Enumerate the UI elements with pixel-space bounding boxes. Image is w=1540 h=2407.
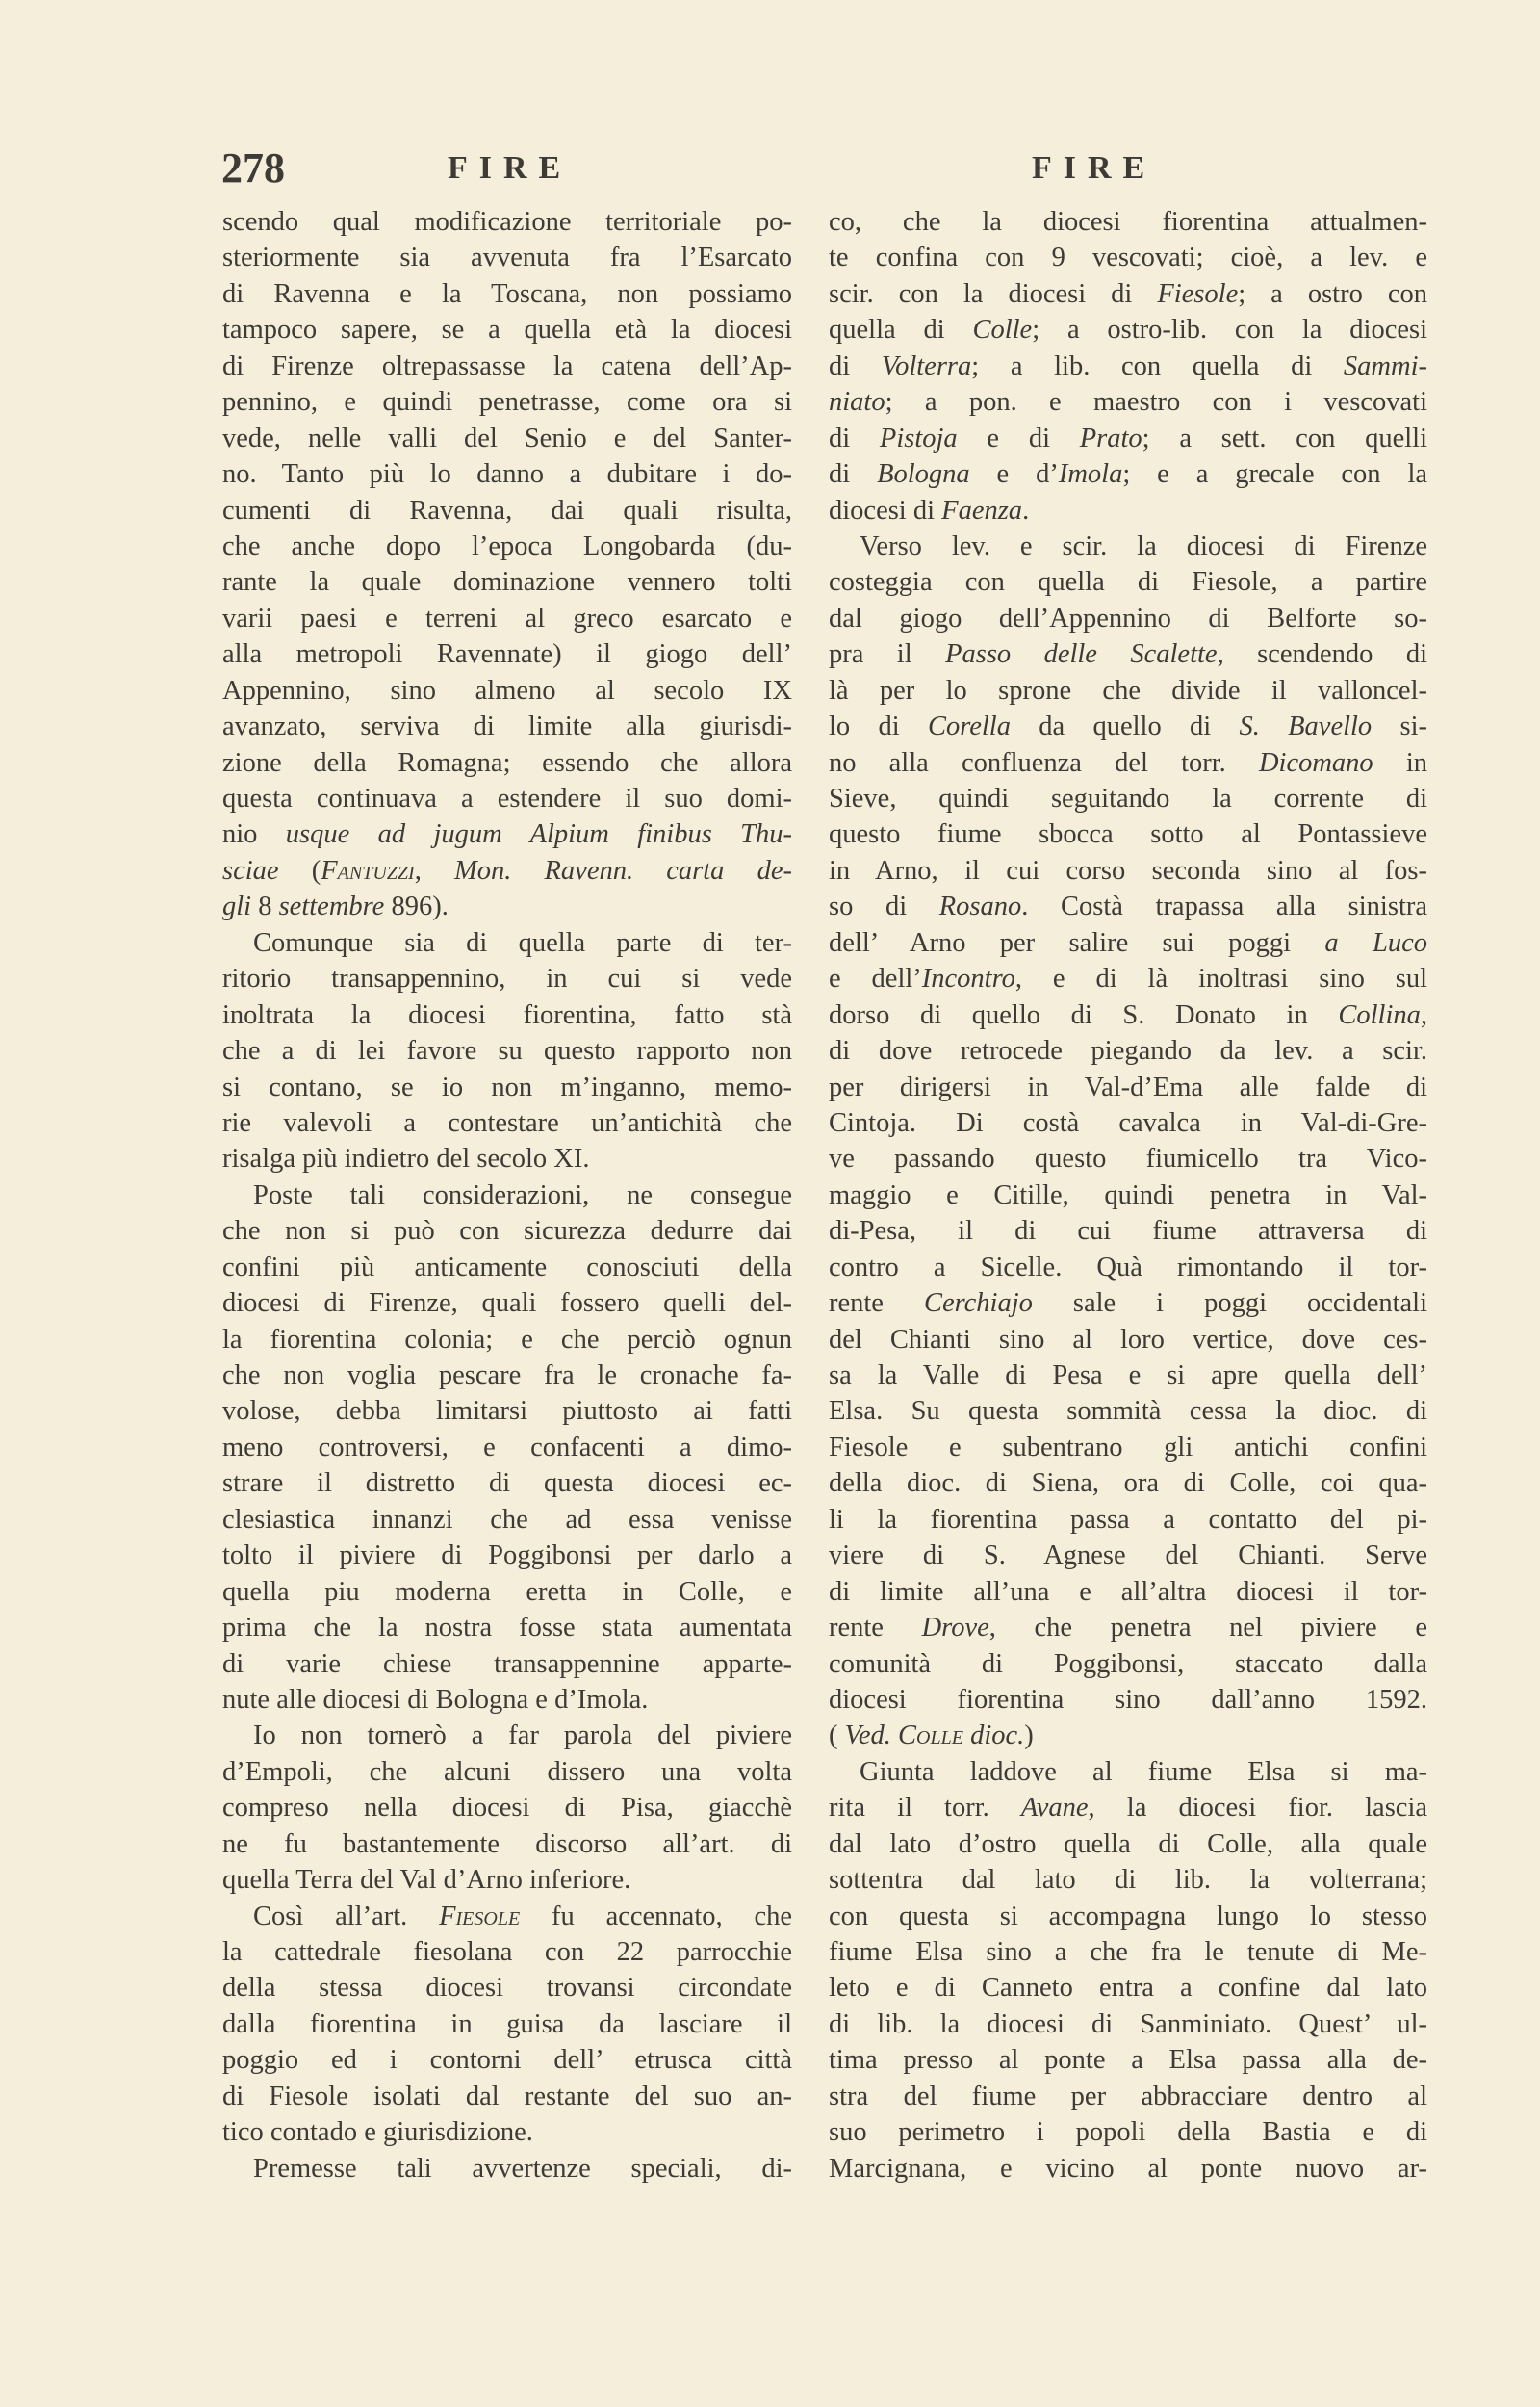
text-segment: costeggia con quella di Fiesole, a partire xyxy=(829,567,1427,598)
paragraph xyxy=(222,925,792,1178)
text-line xyxy=(829,2042,1427,2078)
text-line xyxy=(222,384,792,420)
text-segment: maggio e Citille, quindi penetra in Val- xyxy=(829,1179,1427,1210)
paragraph xyxy=(829,1754,1427,2187)
text-segment: di limite all’una e all’altra diocesi il tor- xyxy=(829,1576,1427,1607)
text-line xyxy=(829,1358,1427,1393)
text-line xyxy=(829,2079,1427,2114)
text-segment: Premesse tali avvertenze speciali, di- xyxy=(253,2153,792,2184)
text-segment: ; a ostro-lib. con la diocesi xyxy=(1032,315,1428,346)
text-line xyxy=(829,349,1427,384)
text-line xyxy=(222,1141,792,1177)
italic-text: Passo delle Scalette xyxy=(945,639,1218,670)
text-segment: ( xyxy=(829,1721,845,1751)
text-segment: 896). xyxy=(384,892,449,922)
text-segment: si contano, se io non m’inganno, memo- xyxy=(222,1072,792,1102)
text-line xyxy=(829,529,1427,564)
italic-text: Pistoja xyxy=(879,423,958,453)
text-segment: sottentra dal lato di lib. la volterrana; xyxy=(829,1865,1427,1896)
text-segment: diocesi fiorentina sino dall’anno 1592. xyxy=(829,1684,1427,1715)
text-line xyxy=(222,709,792,744)
text-segment: fiume Elsa sino a che fra le tenute di Me- xyxy=(829,1937,1427,1967)
text-segment: Fiesole e subentrano gli antichi confini xyxy=(829,1432,1427,1462)
text-segment: rante la quale dominazione vennero tolti xyxy=(222,567,792,598)
text-segment: li la fiorentina passa a contatto del pi- xyxy=(829,1504,1427,1535)
text-segment: ; a pon. e maestro con i vescovati xyxy=(885,387,1427,418)
text-segment: che non si può con sicurezza dedurre dai xyxy=(222,1216,792,1247)
italic-text: gli xyxy=(222,892,252,922)
text-line xyxy=(222,493,792,529)
text-line xyxy=(829,781,1427,816)
text-segment: meno controversi, e confacenti a dimo- xyxy=(222,1432,792,1462)
text-line xyxy=(222,1574,792,1610)
text-line xyxy=(829,1574,1427,1610)
running-head-right: FIRE xyxy=(1032,150,1157,186)
text-line xyxy=(222,456,792,492)
text-line xyxy=(829,564,1427,600)
text-segment: Io non tornerò a far parola del piviere xyxy=(253,1721,792,1751)
text-line xyxy=(222,240,792,275)
text-segment: te confina con 9 vescovati; cioè, a lev. e xyxy=(829,243,1427,273)
text-segment: poggio ed i contorni dell’ etrusca città xyxy=(222,2045,792,2076)
text-line xyxy=(222,1393,792,1429)
text-line xyxy=(222,1430,792,1465)
text-segment: . Costà trapassa alla sinistra xyxy=(1021,892,1428,922)
text-line xyxy=(222,961,792,996)
text-segment: fu accennato, che xyxy=(520,1901,792,1931)
paragraph xyxy=(222,1899,792,2151)
text-line xyxy=(829,1538,1427,1573)
paragraph xyxy=(222,1718,792,1898)
text-segment: quella di xyxy=(829,315,973,346)
text-segment: nute alle diocesi di Bologna e d’Imola. xyxy=(222,1684,649,1715)
text-line xyxy=(829,1610,1427,1645)
text-line xyxy=(829,1250,1427,1285)
text-segment: con questa si accompagna lungo lo stesso xyxy=(829,1901,1427,1931)
italic-text: dioc. xyxy=(962,1721,1025,1751)
text-line xyxy=(829,1826,1427,1862)
text-segment: Marcignana, e vicino al ponte nuovo ar- xyxy=(829,2153,1427,2184)
text-segment: dalla fiorentina in guisa da lasciare il xyxy=(222,2008,792,2039)
text-line xyxy=(222,1465,792,1501)
text-segment: , scendendo di xyxy=(1217,639,1427,670)
text-segment: Appennino, sino almeno al secolo IX xyxy=(222,675,792,706)
text-line xyxy=(829,1502,1427,1538)
text-segment: si- xyxy=(1372,712,1427,742)
text-line xyxy=(829,1934,1427,1970)
text-line xyxy=(222,1285,792,1321)
text-segment: là per lo sprone che divide il valloncel- xyxy=(829,675,1427,706)
text-line xyxy=(829,1105,1427,1141)
text-line xyxy=(222,1826,792,1862)
paragraph xyxy=(222,204,792,925)
italic-text: Incontro xyxy=(921,964,1015,995)
text-segment: in Arno, il cui corso seconda sino al fos- xyxy=(829,855,1427,886)
text-line xyxy=(829,1033,1427,1069)
text-line xyxy=(222,1970,792,2006)
text-segment: della dioc. di Siena, ora di Colle, coi qua- xyxy=(829,1468,1427,1499)
text-line xyxy=(829,2114,1427,2150)
text-line xyxy=(829,1646,1427,1682)
text-line xyxy=(222,1322,792,1358)
text-segment: cumenti di Ravenna, dai quali risulta, xyxy=(222,495,792,526)
italic-text: Faenza xyxy=(941,495,1023,526)
text-line xyxy=(222,673,792,709)
text-line xyxy=(829,1899,1427,1934)
text-segment: dal giogo dell’Appennino di Belforte so- xyxy=(829,603,1427,634)
text-segment: e di xyxy=(957,423,1080,453)
text-segment: ( xyxy=(278,855,321,886)
text-segment: rente xyxy=(829,1288,924,1319)
text-segment: contro a Sicelle. Quà rimontando il tor- xyxy=(829,1252,1427,1282)
text-segment: , e di là inoltrasi sino sul xyxy=(1014,964,1427,995)
text-segment: di lib. la diocesi di Sanminiato. Quest’ ul- xyxy=(829,2008,1427,2039)
italic-text: Mon. Ravenn. carta de- xyxy=(453,855,792,886)
text-segment: della stessa diocesi trovansi circondate xyxy=(222,1973,792,2004)
text-line xyxy=(222,1610,792,1645)
text-segment: Verso lev. e scir. la diocesi di Firenze xyxy=(860,531,1427,561)
text-line xyxy=(222,1070,792,1105)
text-segment: 8 xyxy=(251,892,279,922)
text-line xyxy=(829,1718,1427,1753)
text-line xyxy=(222,745,792,781)
text-line xyxy=(829,493,1427,529)
text-segment: ; a ostro con xyxy=(1238,278,1427,309)
text-line xyxy=(222,2042,792,2078)
text-segment: , xyxy=(414,855,454,886)
italic-text: Dicomano xyxy=(1258,747,1373,778)
text-line xyxy=(222,1862,792,1898)
text-line xyxy=(829,1465,1427,1501)
text-segment: da quello di xyxy=(1010,712,1240,742)
italic-text: a Luco xyxy=(1324,927,1427,958)
text-line xyxy=(829,2151,1427,2187)
text-line xyxy=(829,745,1427,781)
text-line xyxy=(222,1033,792,1069)
text-segment: di Firenze oltrepassasse la catena dell’Ap- xyxy=(222,350,792,381)
text-line xyxy=(829,2006,1427,2042)
text-segment: rita il torr. xyxy=(829,1793,1021,1824)
small-caps-text: Fiesole xyxy=(439,1901,521,1931)
text-segment: tico contado e giurisdizione. xyxy=(222,2117,533,2148)
text-line xyxy=(829,997,1427,1033)
text-segment: ve passando questo fiumicello tra Vico- xyxy=(829,1144,1427,1175)
text-segment: risalga più indietro del secolo XI. xyxy=(222,1144,590,1175)
text-segment: ; a sett. con quelli xyxy=(1142,423,1427,453)
text-segment: di Fiesole isolati dal restante del suo an- xyxy=(222,2081,792,2111)
text-line xyxy=(222,564,792,600)
text-segment: pra il xyxy=(829,639,946,670)
text-segment: avanzato, serviva di limite alla giurisdi- xyxy=(222,712,792,742)
text-segment: di varie chiese transappennine apparte- xyxy=(222,1648,792,1679)
text-segment: dell’ Arno per salire sui poggi xyxy=(829,927,1325,958)
text-line xyxy=(829,636,1427,672)
text-segment: per dirigersi in Val-d’Ema alle falde di xyxy=(829,1072,1427,1102)
text-line xyxy=(222,349,792,384)
text-segment: questa continuava a estendere il suo domi- xyxy=(222,784,792,814)
text-segment: di xyxy=(829,423,880,453)
text-line xyxy=(829,1393,1427,1429)
text-segment: nio xyxy=(222,819,286,850)
paragraph xyxy=(222,2151,792,2187)
text-segment: dal lato d’ostro quella di Colle, alla quale xyxy=(829,1828,1427,1859)
text-segment: la fiorentina colonia; e che perciò ognun xyxy=(222,1324,792,1355)
text-line xyxy=(829,961,1427,996)
italic-text: Bologna xyxy=(877,459,970,490)
text-segment: confini più anticamente conosciuti della xyxy=(222,1252,792,1282)
italic-text: Corella xyxy=(927,712,1011,742)
text-line xyxy=(222,1250,792,1285)
text-line xyxy=(829,312,1427,348)
text-line xyxy=(222,997,792,1033)
italic-text: Prato xyxy=(1079,423,1142,453)
text-segment: inoltrata la diocesi fiorentina, fatto stà xyxy=(222,999,792,1030)
text-segment: Comunque sia di quella parte di ter- xyxy=(253,927,792,958)
text-line xyxy=(829,1141,1427,1177)
text-segment: Così all’art. xyxy=(253,1901,440,1931)
text-segment: prima che la nostra fosse stata aumentata xyxy=(222,1613,792,1643)
text-line xyxy=(222,1538,792,1573)
text-segment: ne fu bastantemente discorso all’art. di xyxy=(222,1828,792,1859)
text-segment: scir. con la diocesi di xyxy=(829,278,1158,309)
text-line xyxy=(829,1754,1427,1790)
text-segment: zione della Romagna; essendo che allora xyxy=(222,747,792,778)
italic-text: Imola xyxy=(1058,459,1123,490)
italic-text: usque ad jugum Alpium finibus Thu- xyxy=(285,819,792,850)
text-segment: Giunta laddove al fiume Elsa si ma- xyxy=(860,1756,1427,1787)
text-line xyxy=(222,1754,792,1790)
text-segment: tolto il piviere di Poggibonsi per darlo a xyxy=(222,1540,792,1571)
italic-text: Sammi- xyxy=(1343,350,1427,381)
text-segment: dorso di quello di S. Donato in xyxy=(829,999,1339,1030)
text-segment: steriormente sia avvenuta fra l’Esarcato xyxy=(222,243,792,273)
text-line xyxy=(829,853,1427,889)
text-segment: rente xyxy=(829,1613,922,1643)
italic-text: Cerchiajo xyxy=(923,1288,1033,1319)
text-segment: di Ravenna e la Toscana, non possiamo xyxy=(222,278,792,309)
text-line xyxy=(222,1934,792,1970)
text-line xyxy=(222,925,792,961)
text-segment: suo perimetro i popoli della Bastia e di xyxy=(829,2117,1427,2148)
italic-text: Avane xyxy=(1020,1793,1089,1824)
italic-text: Fiesole xyxy=(1157,278,1239,309)
text-segment: la cattedrale fiesolana con 22 parrocchie xyxy=(222,1937,792,1967)
text-line xyxy=(829,1862,1427,1898)
text-segment: volose, debba limitarsi piuttosto ai fatti xyxy=(222,1396,792,1427)
text-segment: no alla confluenza del torr. xyxy=(829,747,1259,778)
text-segment: scendo qual modificazione territoriale po- xyxy=(222,207,792,237)
text-segment: vede, nelle valli del Senio e del Santer- xyxy=(222,423,792,453)
text-segment: ) xyxy=(1024,1721,1034,1751)
text-line xyxy=(829,601,1427,636)
text-line xyxy=(829,456,1427,492)
text-line xyxy=(829,1070,1427,1105)
text-line xyxy=(829,276,1427,312)
text-segment: compreso nella diocesi di Pisa, giacchè xyxy=(222,1793,792,1824)
text-line xyxy=(222,276,792,312)
text-line xyxy=(829,204,1427,240)
text-segment: in xyxy=(1373,747,1427,778)
paragraph xyxy=(222,1178,792,1719)
text-segment: tampoco sapere, se a quella età la diocesi xyxy=(222,315,792,346)
text-line xyxy=(222,2114,792,2150)
text-line xyxy=(222,601,792,636)
text-segment: co, che la diocesi fiorentina attualmen- xyxy=(829,207,1427,237)
text-segment: tima presso al ponte a Elsa passa alla de- xyxy=(829,2045,1427,2076)
text-line xyxy=(222,421,792,456)
text-segment: di xyxy=(829,350,882,381)
text-segment: lo di xyxy=(829,712,928,742)
text-line xyxy=(222,2079,792,2114)
italic-text: S. Bavello xyxy=(1239,712,1373,742)
text-segment: no. Tanto più lo danno a dubitare i do- xyxy=(222,459,792,490)
text-segment: clesiastica innanzi che ad essa venisse xyxy=(222,1504,792,1535)
text-segment: d’Empoli, che alcuni dissero una volta xyxy=(222,1756,792,1787)
italic-text: Rosano xyxy=(938,892,1022,922)
text-segment: del Chianti sino al loro vertice, dove ces- xyxy=(829,1324,1427,1355)
text-segment: ritorio transappennino, in cui si vede xyxy=(222,964,792,995)
paragraph xyxy=(829,529,1427,1754)
text-segment: so di xyxy=(829,892,939,922)
text-segment: Elsa. Su questa sommità cessa la dioc. di xyxy=(829,1396,1427,1427)
small-caps-text: Colle xyxy=(898,1721,963,1751)
text-line xyxy=(829,673,1427,709)
text-line xyxy=(222,312,792,348)
text-segment: Cintoja. Di costà cavalca in Val-di-Gre- xyxy=(829,1107,1427,1138)
text-segment: leto e di Canneto entra a confine dal lato xyxy=(829,1973,1427,2004)
text-segment: di dove retrocede piegando da lev. a scir. xyxy=(829,1036,1427,1067)
text-segment: di-Pesa, il di cui fiume attraversa di xyxy=(829,1216,1427,1247)
text-line xyxy=(829,1970,1427,2006)
text-segment: diocesi di Firenze, quali fossero quelli del- xyxy=(222,1288,792,1319)
italic-text: sciae xyxy=(222,855,279,886)
text-segment: e d’ xyxy=(969,459,1059,490)
text-segment: che a di lei favore su questo rapporto non xyxy=(222,1036,792,1067)
text-segment: diocesi di xyxy=(829,495,942,526)
text-line xyxy=(829,1213,1427,1249)
text-line xyxy=(222,1790,792,1825)
text-line xyxy=(829,816,1427,852)
text-segment: viere di S. Agnese del Chianti. Serve xyxy=(829,1540,1427,1571)
text-segment: ; a lib. con quella di xyxy=(971,350,1344,381)
text-segment: questo fiume sbocca sotto al Pontassieve xyxy=(829,819,1427,850)
text-line xyxy=(829,1322,1427,1358)
text-segment: Sieve, quindi seguitando la corrente di xyxy=(829,784,1427,814)
text-segment: stra del fiume per abbracciare dentro al xyxy=(829,2081,1427,2111)
text-segment: , che penetra nel piviere e xyxy=(988,1613,1427,1643)
text-segment: comunità di Poggibonsi, staccato dalla xyxy=(829,1648,1427,1679)
text-segment: di xyxy=(829,459,878,490)
text-line xyxy=(222,781,792,816)
text-line xyxy=(222,1682,792,1718)
text-segment: pennino, e quindi penetrasse, come ora si xyxy=(222,387,792,418)
text-segment: varii paesi e terreni al greco esarcato e xyxy=(222,603,792,634)
text-column-right xyxy=(829,204,1427,2187)
text-line xyxy=(222,1178,792,1213)
text-line xyxy=(222,1899,792,1934)
italic-text: Volterra xyxy=(881,350,972,381)
text-line xyxy=(829,1285,1427,1321)
text-line xyxy=(222,2006,792,2042)
small-caps-text: Fantuzzi xyxy=(321,855,415,886)
text-line xyxy=(222,1718,792,1753)
text-line xyxy=(222,1213,792,1249)
text-line xyxy=(222,529,792,564)
text-line xyxy=(222,2151,792,2187)
text-column-left xyxy=(222,204,792,2187)
text-segment: ; e a grecale con la xyxy=(1122,459,1428,490)
text-line xyxy=(222,636,792,672)
text-line xyxy=(222,1358,792,1393)
text-line xyxy=(829,1682,1427,1718)
text-line xyxy=(222,853,792,889)
text-segment: Poste tali considerazioni, ne consegue xyxy=(253,1179,792,1210)
text-line xyxy=(829,240,1427,275)
text-line xyxy=(222,1105,792,1141)
text-segment: , la diocesi fior. lascia xyxy=(1088,1793,1428,1824)
text-segment: che anche dopo l’epoca Longobarda (du- xyxy=(222,531,792,561)
italic-text: Collina xyxy=(1338,999,1421,1030)
italic-text: Colle xyxy=(972,315,1033,346)
page-number: 278 xyxy=(221,144,285,192)
text-segment: , xyxy=(1420,999,1427,1030)
text-line xyxy=(829,925,1427,961)
italic-text: Ved. xyxy=(844,1721,899,1751)
text-line xyxy=(222,204,792,240)
text-line xyxy=(829,709,1427,744)
text-line xyxy=(829,1790,1427,1825)
text-line xyxy=(829,1178,1427,1213)
italic-text: Drove xyxy=(921,1613,989,1643)
text-line xyxy=(222,889,792,924)
text-line xyxy=(222,1646,792,1682)
italic-text: niato xyxy=(829,387,886,418)
text-line xyxy=(222,816,792,852)
paragraph xyxy=(829,204,1427,529)
text-segment: sale i poggi occidentali xyxy=(1032,1288,1427,1319)
text-line xyxy=(829,1430,1427,1465)
italic-text: settembre xyxy=(278,892,385,922)
text-line xyxy=(222,1502,792,1538)
text-line xyxy=(829,384,1427,420)
text-segment: . xyxy=(1022,495,1030,526)
text-segment: e dell’ xyxy=(829,964,922,995)
text-segment: che non voglia pescare fra le cronache fa- xyxy=(222,1360,792,1390)
text-line xyxy=(829,421,1427,456)
text-segment: strare il distretto di questa diocesi ec- xyxy=(222,1468,792,1499)
text-segment: quella Terra del Val d’Arno inferiore. xyxy=(222,1865,631,1896)
text-segment: rie valevoli a contestare un’antichità che xyxy=(222,1107,792,1138)
text-segment: quella piu moderna eretta in Colle, e xyxy=(222,1576,792,1607)
running-head-left: FIRE xyxy=(448,150,573,186)
text-segment: sa la Valle di Pesa e si apre quella dell’ xyxy=(829,1360,1427,1390)
text-line xyxy=(829,889,1427,924)
text-segment: alla metropoli Ravennate) il giogo dell’ xyxy=(222,639,792,670)
